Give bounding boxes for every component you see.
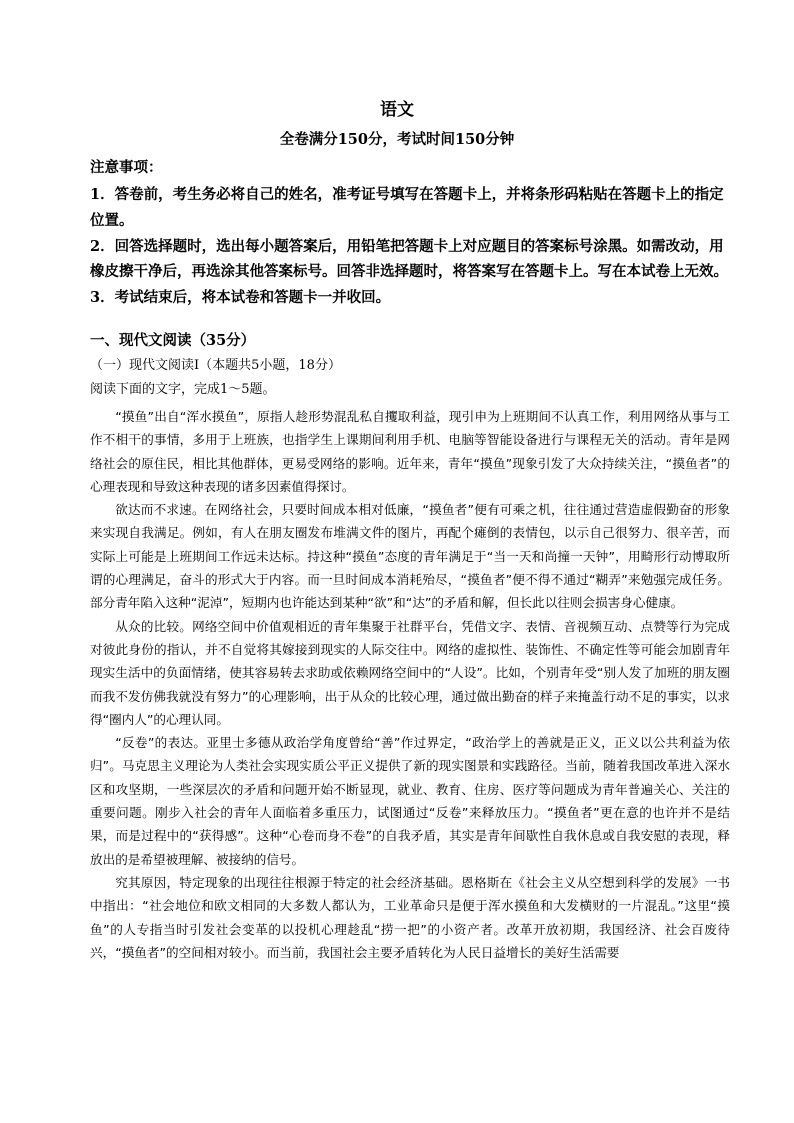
notes-list (90, 182, 730, 311)
note-item: 3．考试结束后，将本试卷和答题卡一并收回。 (90, 289, 391, 307)
passage-paragraph: “摸鱼”出自“浑水摸鱼”，原指人趁形势混乱私自攫取利益，现引申为上班期间不认真工作，利用网络从事与工作不相干的事情，多用于上班族，也指学生上课期间利用手机、电脑等智能设备进行与课程无关的活动。青年是网络社会的原住民，相比其他群体，更易受网络的影响。近年来，青年“摸鱼”现象引发了大众持续关注，“摸鱼者”的心理表现和导致这种表现的诸多因素值得探讨。 (90, 409, 730, 494)
exam-info: 全卷满分150分，考试时间150分钟 (279, 131, 515, 148)
reading-passage (90, 405, 730, 964)
notes-heading: 注意事项： (90, 159, 163, 176)
reading-instruction: 阅读下面的文字，完成1～5题。 (90, 382, 276, 397)
page-title: 语文 (380, 100, 414, 120)
passage-paragraph: “反卷”的表达。亚里士多德从政治学角度曾给“善”作过界定，“政治学上的善就是正义，正义以公共利益为依归”。马克思主义理论为人类社会实现实质公平正义提供了新的现实图景和实践路径。当前，随着我国改革进入深水区和攻坚期，一些深层次的矛盾和问题开始不断显现，就业、教育、住房、医疗等问题成为青年普遍关心、关注的重要问题。刚步入社会的青年人面临着多重压力，试图通过“反卷”来释放压力。“摸鱼者”更在意的也许并不是结果，而是过程中的“获得感”。这种“心卷而身不卷”的自我矛盾，其实是青年间歇性自我休息或自我安慰的表现，释放出的是希望被理解、被接纳的信号。 (90, 735, 730, 867)
note-item: 1．答卷前，考生务必将自己的姓名，准考证号填写在答题卡上，并将条形码粘贴在答题卡上的指定位置。 (90, 186, 724, 229)
subsection-heading: （一）现代文阅读Ⅰ（本题共5小题，18分） (90, 358, 341, 373)
note-item: 2．回答选择题时，选出每小题答案后，用铅笔把答题卡上对应题目的答案标号涂黑。如需改动，用橡皮擦干净后，再选涂其他答案标号。回答非选择题时，将答案写在答题卡上。写在本试卷上无效。 (90, 237, 728, 281)
passage-paragraph: 究其原因，特定现象的出现往往根源于特定的社会经济基础。恩格斯在《社会主义从空想到科学的发展》一书中指出：“社会地位和欧文相同的大多数人都认为，工业革命只是便于浑水摸鱼和大发横财的一片混乱。”这里“摸鱼”的人专指当时引发社会变革的以投机心理趁乱“捞一把”的小资产者。改革开放初期，我国经济、社会百废待兴，“摸鱼者”的空间相对较小。而当前，我国社会主要矛盾转化为人民日益增长的美好生活需要 (90, 874, 730, 960)
passage-paragraph: 欲达而不求速。在网络社会，只要时间成本相对低廉，“摸鱼者”便有可乘之机，往往通过营造虚假勤奋的形象来实现自我满足。例如，有人在朋友圈发布堆满文件的图片，再配个瘫倒的表情包，以示自己很努力、很辛苦，而实际上可能是上班期间工作远未达标。持这种“摸鱼”态度的青年满足于“当一天和尚撞一天钟”，用畸形行动博取所谓的心理满足，奋斗的形式大于内容。而一旦时间成本消耗殆尽，“摸鱼者”便不得不通过“糊弄”来勉强完成任务。部分青年陷入这种“泥淖”，短期内也许能达到某种“欲”和“达”的矛盾和解，但长此以往则会损害身心健康。 (90, 502, 730, 611)
section-heading: 一、现代文阅读（35分） (90, 332, 256, 349)
passage-paragraph: 从众的比较。网络空间中价值观相近的青年集聚于社群平台，凭借文字、表情、音视频互动、点赞等行为完成对彼此身份的指认，并不自觉将其嫁接到现实的人际交往中。网络的虚拟性、装饰性、不确定性等可能会加剧青年现实生活中的负面情绪，使其容易转去求助或依赖网络空间中的“人设”。比如，个别青年受“别人发了加班的朋友圈而我不发仿佛我就没有努力”的心理影响，出于从众的比较心理，通过做出勤奋的样子来掩盖行动不足的事实，以求得“圈内人”的心理认同。 (90, 618, 730, 727)
